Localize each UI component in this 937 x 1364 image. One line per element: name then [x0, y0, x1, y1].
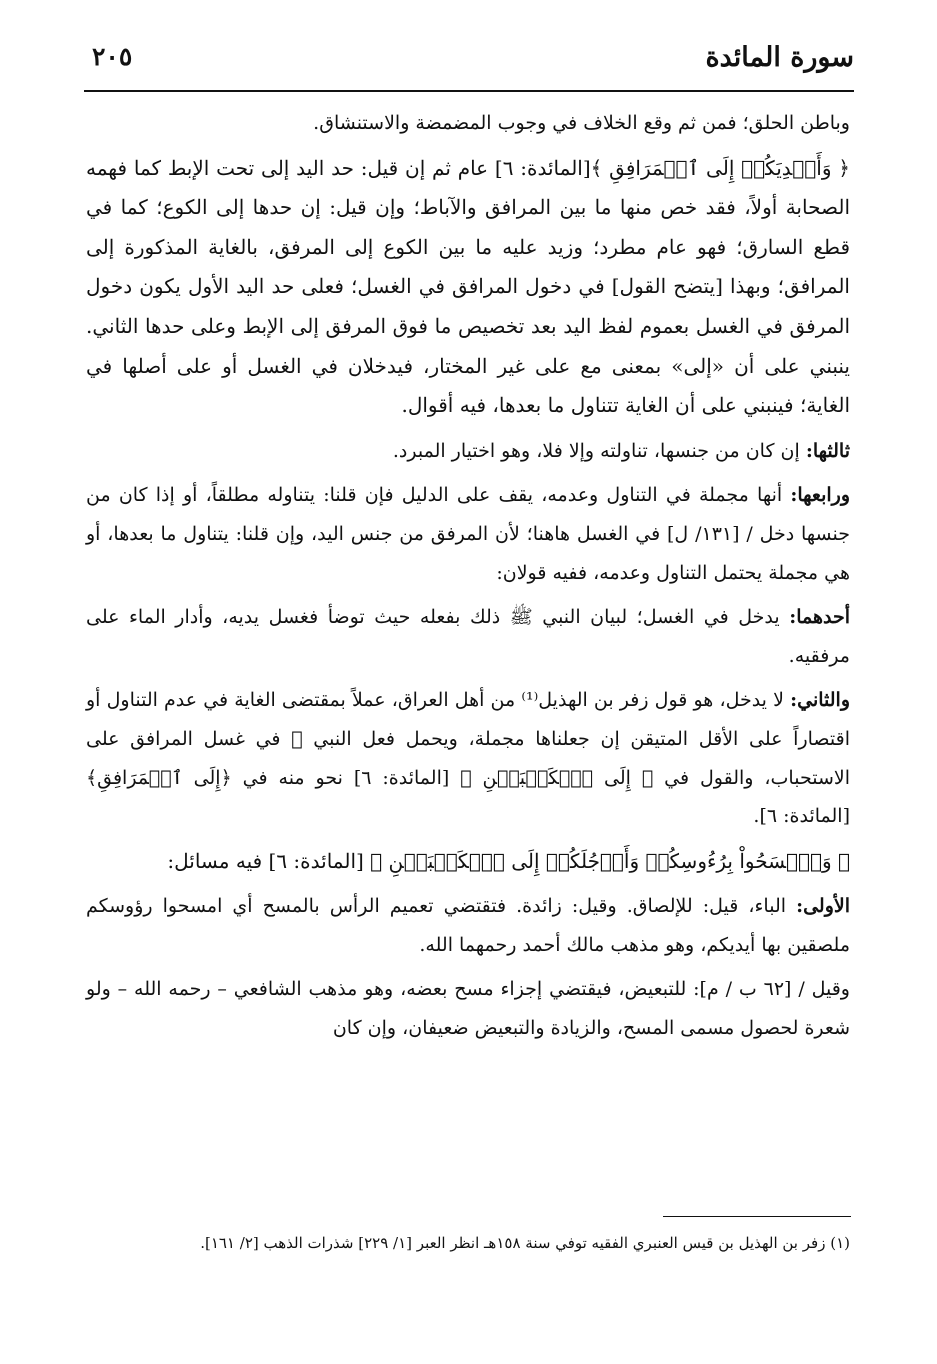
paragraph-text: ﴿ وَأَيۡدِيَكُمۡ إِلَى ٱلۡمَرَافِقِ ﴾[المائدة: ٦] عام ثم إن قيل: حد اليد إلى تحت الإبط كما فهمه الصحابة أولاً، فقد خص منها ما بين المرافق والآباط؛ وإن قيل: إن حدها إلى الكوع؛ كما في قطع السارق؛ فهو عام مطرد؛ وزيد عليه ما بين الكوع إلى المرفق، بالغاية المذكورة إلى المرافق؛ وبهذا [يتضح القول] في دخول المرافق في الغسل؛ فعلى حد اليد الأول يكون دخول المرفق في الغسل بعموم لفظ اليد بعد تخصيص ما فوق المرفق إلى الإبط وعلى حدها الثاني. ينبني على أن «إلى» بمعنى مع على غير المختار، فيدخلان في الغسل أو على أصلها في الغاية؛ فينبني على أن الغاية تتناول ما بعدها، فيه أقوال. [86, 155, 851, 418]
footnote-text: (١) زفر بن الهذيل بن قيس العنبري الفقيه توفي سنة ١٥٨هـ انظر العبر [١/ ٢٢٩] شذرات الذهب [٢/ ١٦١]. [200, 1234, 850, 1252]
paragraph-text: وقيل / [٦٢ ب / م]: للتبعيض، فيقتضي إجزاء مسح بعضه، وهو مذهب الشافعي – رحمه الله – ولو شعرة لحصول مسمى المسح، والزيادة والتبعيض ضعيفان، وإن كان [86, 978, 850, 1040]
paragraph [86, 476, 850, 592]
page-header [84, 38, 854, 88]
header-rule [84, 90, 854, 92]
paragraph-text: لا يدخل، هو قول زفر بن الهذيل⁽¹⁾ من أهل العراق، عملاً بمقتضى الغاية في عدم التناول أو اقتصاراً على الأقل المتيقن إن جعلناها مجملة، ويحمل فعل النبي ﷺ في غسل المرافق على الاستحباب، والقول في ﴿ إِلَى ٱلۡكَعۡبَيۡنِ ﴾ [المائدة: ٦] نحو منه في ﴿إِلَى ٱلۡمَرَافِقِ﴾ [المائدة: ٦]. [86, 689, 850, 828]
paragraph [86, 970, 850, 1047]
paragraph [86, 432, 850, 471]
paragraph-text: وباطن الحلق؛ فمن ثم وقع الخلاف في وجوب المضمضة والاستنشاق. [313, 112, 850, 134]
footnote [86, 1230, 850, 1257]
paragraph [86, 681, 850, 835]
paragraph [86, 104, 850, 143]
paragraph-lead: ثالثها: [805, 439, 850, 462]
paragraph-text: الباء، قيل: للإلصاق. وقيل: زائدة. فتقتضي تعميم الرأس بالمسح أي امسحوا رؤوسكم ملصقين بها أيديكم، وهو مذهب مالك أحمد رحمهما الله. [86, 895, 850, 956]
paragraph-lead: أحدهما: [789, 606, 850, 629]
main-text [86, 104, 850, 1054]
paragraph-text: ﴿ وَٱمۡسَحُواْ بِرُءُوسِكُمۡ وَأَرۡجُلَكُمۡ إِلَى ٱلۡكَعۡبَيۡنِ ﴾ [المائدة: ٦] فيه مسائل: [167, 848, 850, 873]
paragraph-lead: الأولى: [796, 895, 850, 918]
paragraph-text: إن كان من جنسها، تناولته وإلا فلا، وهو اختيار المبرد. [392, 439, 800, 462]
paragraph-lead: والثاني: [790, 689, 850, 712]
page-number: ٢٠٥ [92, 42, 133, 71]
paragraph [86, 598, 850, 675]
footnote-rule [663, 1216, 851, 1217]
paragraph-lead: ورابعها: [790, 484, 850, 507]
surah-title: سورة المائدة [705, 42, 854, 73]
paragraph [86, 842, 850, 882]
paragraph-text: يدخل في الغسل؛ لبيان النبي ﷺ ذلك بفعله حيث توضأ فغسل يديه، وأدار الماء على مرفقيه. [86, 606, 850, 667]
paragraph [86, 887, 850, 964]
paragraph [86, 149, 850, 426]
paragraph-text: أنها مجملة في التناول وعدمه، يقف على الدليل فإن قلنا: يتناوله مطلقاً، أو إذا كان من جنسها دخل / [١٣١/ ل] في الغسل هاهنا؛ لأن المرفق من جنس اليد، وإن قلنا: يتناول ما بعدها، أو هي مجملة يحتمل التناول وعدمه، ففيه قولان: [86, 484, 850, 584]
